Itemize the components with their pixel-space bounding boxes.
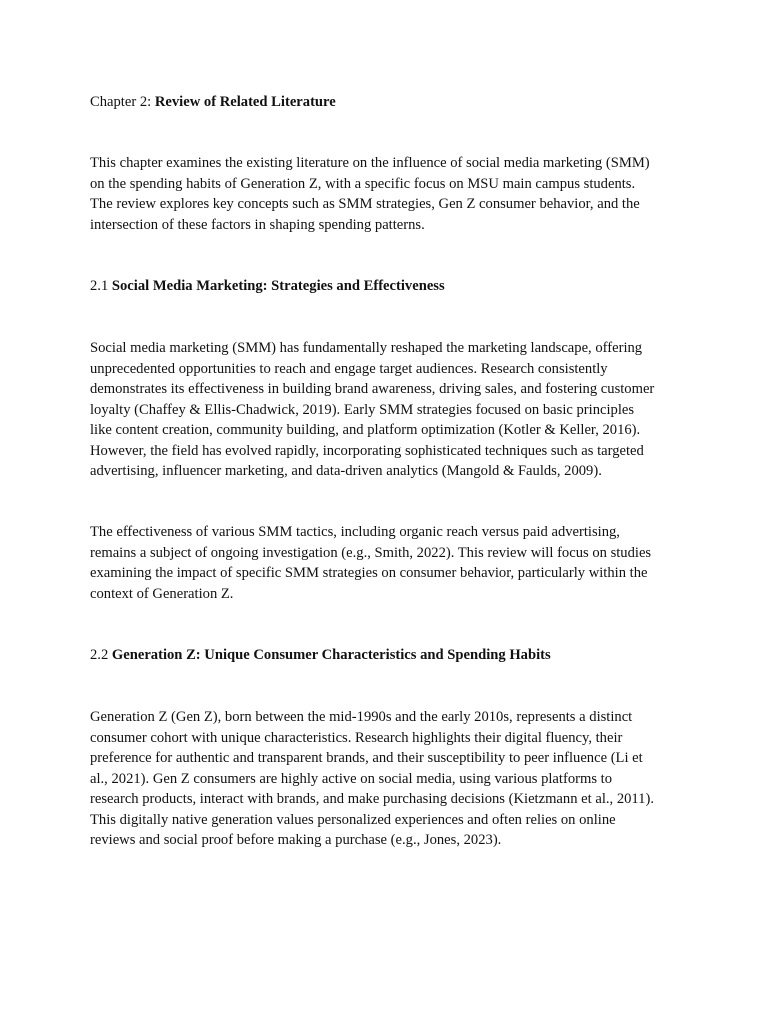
- paragraph-line: intersection of these factors in shaping spending patterns.: [90, 216, 425, 233]
- paragraph-line: research products, interact with brands, and make purchasing decisions (Kietzmann et al., 2011).: [90, 791, 654, 807]
- paragraph-line: like content creation, community building, and platform optimization (Kotler & Keller, 2016).: [90, 422, 641, 438]
- section-2-1-paragraph-1: [90, 338, 680, 482]
- paragraph-line: consumer cohort with unique characteristics. Research highlights their digital fluency, their: [90, 729, 623, 746]
- section-number: 2.2: [90, 647, 112, 663]
- paragraph-line: al., 2021). Gen Z consumers are highly active on social media, using various platforms to: [90, 770, 613, 787]
- paragraph-line: unprecedented opportunities to reach and engage target audiences. Research consistently: [90, 360, 608, 377]
- paragraph-line: Generation Z (Gen Z), born between the mid-1990s and the early 2010s, represents a distinct: [90, 709, 633, 725]
- paragraph-line: demonstrates its effectiveness in building brand awareness, driving sales, and fostering customer: [90, 381, 655, 397]
- section-heading-2-1: [90, 276, 680, 297]
- chapter-title: Review of Related Literature: [154, 94, 336, 110]
- paragraph-line: This digitally native generation values personalized experiences and often relies on online: [90, 811, 616, 828]
- section-2-2-paragraph-1: [90, 707, 680, 851]
- paragraph-line: advertising, influencer marketing, and data-driven analytics (Mangold & Faulds, 2009).: [90, 463, 602, 479]
- section-heading-2-2: [90, 645, 680, 666]
- section-title: Social Media Marketing: Strategies and Effectiveness: [111, 278, 445, 294]
- chapter-label: Chapter 2:: [90, 94, 155, 110]
- paragraph-line: remains a subject of ongoing investigation (e.g., Smith, 2022). This review will focus on studies: [90, 544, 652, 561]
- chapter-heading: [90, 92, 680, 113]
- paragraph-line: reviews and social proof before making a purchase (e.g., Jones, 2023).: [90, 832, 502, 848]
- paragraph-line: examining the impact of specific SMM strategies on consumer behavior, particularly within the: [90, 565, 648, 581]
- paragraph-line: The effectiveness of various SMM tactics, including organic reach versus paid advertising,: [90, 524, 620, 540]
- section-title: Generation Z: Unique Consumer Characteristics and Spending Habits: [111, 647, 551, 663]
- paragraph-line: Social media marketing (SMM) has fundamentally reshaped the marketing landscape, offering: [90, 340, 643, 356]
- paragraph-line: loyalty (Chaffey & Ellis-Chadwick, 2019). Early SMM strategies focused on basic principles: [90, 401, 635, 418]
- intro-paragraph: [90, 153, 680, 235]
- section-2-1-paragraph-2: [90, 522, 680, 604]
- paragraph-line: preference for authentic and transparent brands, and their susceptibility to peer influence (Li et: [90, 750, 643, 766]
- paragraph-line: However, the field has evolved rapidly, incorporating sophisticated techniques such as targeted: [90, 442, 644, 459]
- paragraph-line: context of Generation Z.: [90, 585, 234, 602]
- paragraph-line: on the spending habits of Generation Z, with a specific focus on MSU main campus students.: [90, 175, 636, 192]
- paragraph-line: This chapter examines the existing literature on the influence of social media marketing (SMM): [90, 155, 650, 171]
- paragraph-line: The review explores key concepts such as SMM strategies, Gen Z consumer behavior, and the: [90, 196, 640, 212]
- section-number: 2.1: [90, 278, 112, 294]
